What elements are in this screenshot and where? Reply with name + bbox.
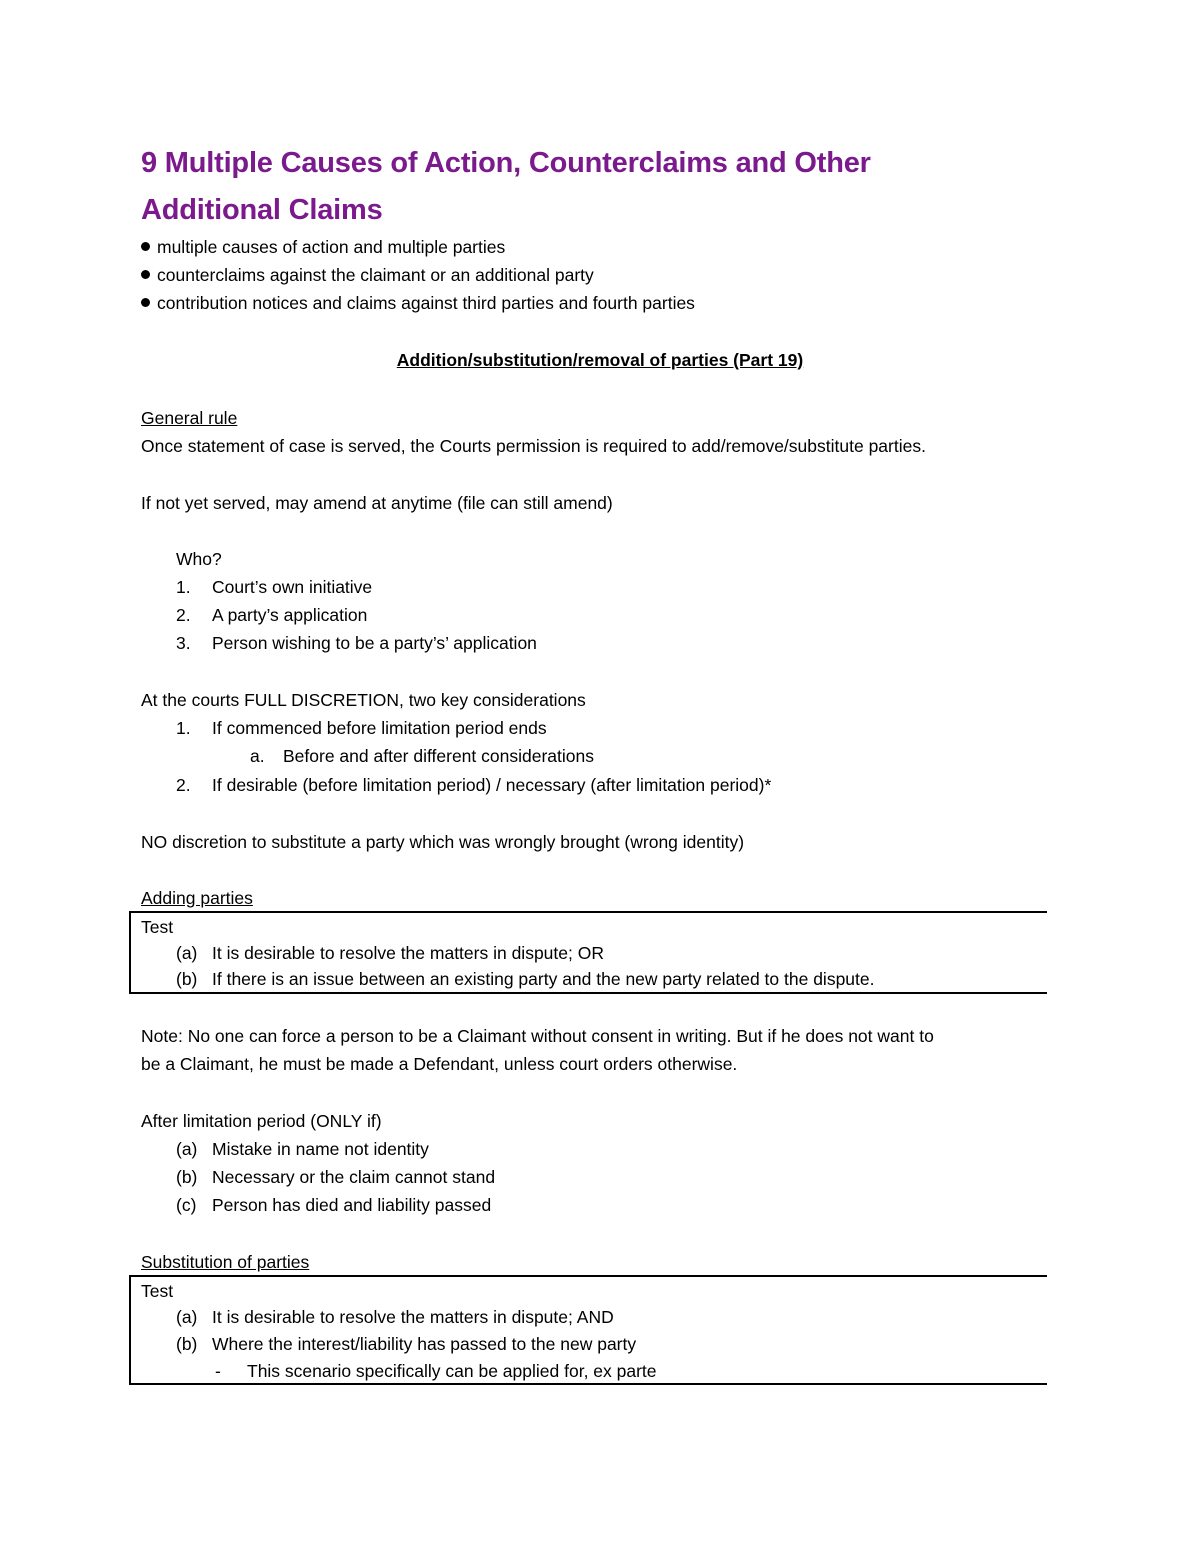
substitution-item-a-marker: (a) xyxy=(176,1307,198,1327)
bullet-icon xyxy=(141,242,150,251)
bullet-icon xyxy=(141,298,150,307)
adding-parties-item-a-text: It is desirable to resolve the matters in dispute; OR xyxy=(212,943,604,963)
who-item-1-text: Court’s own initiative xyxy=(212,577,373,597)
general-rule-text-2: If not yet served, may amend at anytime (file can still amend) xyxy=(141,493,613,513)
substitution-item-b-text: Where the interest/liability has passed to the new party xyxy=(212,1334,637,1354)
intro-bullet-2 xyxy=(141,264,594,286)
after-limitation-item-c-marker: (c) xyxy=(176,1195,197,1215)
intro-bullet-1 xyxy=(141,236,505,258)
adding-parties-item-b-text: If there is an issue between an existing party and the new party related to the dispute. xyxy=(212,969,875,989)
discretion-intro: At the courts FULL DISCRETION, two key considerations xyxy=(141,690,586,710)
substitution-item-b-marker: (b) xyxy=(176,1334,198,1354)
substitution-item-a-text: It is desirable to resolve the matters in dispute; AND xyxy=(212,1307,614,1327)
substitution-test-label: Test xyxy=(141,1281,174,1301)
intro-bullet-text: multiple causes of action and multiple parties xyxy=(157,237,506,257)
who-item-3-marker: 3. xyxy=(176,633,191,653)
substitution-dash-marker: - xyxy=(215,1361,221,1381)
document-title-line-2: Additional Claims xyxy=(141,194,383,226)
who-item-3-text: Person wishing to be a party’s’ application xyxy=(212,633,537,653)
adding-parties-test-label: Test xyxy=(141,917,174,937)
discretion-item-2-text: If desirable (before limitation period) / necessary (after limitation period)* xyxy=(212,775,772,795)
general-rule-heading: General rule xyxy=(141,408,238,428)
substitution-heading: Substitution of parties xyxy=(141,1252,310,1272)
after-limitation-item-b-marker: (b) xyxy=(176,1167,198,1187)
intro-bullet-3 xyxy=(141,292,695,314)
after-limitation-item-a-marker: (a) xyxy=(176,1139,198,1159)
who-label: Who? xyxy=(176,549,222,569)
adding-parties-item-a-marker: (a) xyxy=(176,943,198,963)
adding-parties-item-b-marker: (b) xyxy=(176,969,198,989)
note-line-2: be a Claimant, he must be made a Defendant, unless court orders otherwise. xyxy=(141,1054,738,1074)
discretion-item-2-marker: 2. xyxy=(176,775,191,795)
general-rule-text-1: Once statement of case is served, the Courts permission is required to add/remove/substitute parties. xyxy=(141,436,926,456)
discretion-item-1-marker: 1. xyxy=(176,718,191,738)
who-item-1-marker: 1. xyxy=(176,577,191,597)
after-limitation-item-b-text: Necessary or the claim cannot stand xyxy=(212,1167,496,1187)
who-item-2-marker: 2. xyxy=(176,605,191,625)
intro-bullet-text: contribution notices and claims against third parties and fourth parties xyxy=(157,293,695,313)
discretion-sub-a-text: Before and after different considerations xyxy=(283,746,594,766)
who-item-2-text: A party’s application xyxy=(212,605,368,625)
discretion-item-1-text: If commenced before limitation period ends xyxy=(212,718,547,738)
no-discretion-text: NO discretion to substitute a party which was wrongly brought (wrong identity) xyxy=(141,832,745,852)
document-title-line-1: 9 Multiple Causes of Action, Counterclaims and Other xyxy=(141,147,871,179)
bullet-icon xyxy=(141,270,150,279)
section-heading: Addition/substitution/removal of parties (Part 19) xyxy=(396,350,804,370)
adding-parties-heading: Adding parties xyxy=(141,888,253,908)
after-limitation-heading: After limitation period (ONLY if) xyxy=(141,1111,382,1131)
after-limitation-item-a-text: Mistake in name not identity xyxy=(212,1139,429,1159)
after-limitation-item-c-text: Person has died and liability passed xyxy=(212,1195,492,1215)
substitution-dash-text: This scenario specifically can be applied for, ex parte xyxy=(247,1361,657,1381)
note-line-1: Note: No one can force a person to be a Claimant without consent in writing. But if he does not want to xyxy=(141,1026,934,1046)
intro-bullet-text: counterclaims against the claimant or an additional party xyxy=(157,265,594,285)
discretion-sub-a-marker: a. xyxy=(250,746,265,766)
